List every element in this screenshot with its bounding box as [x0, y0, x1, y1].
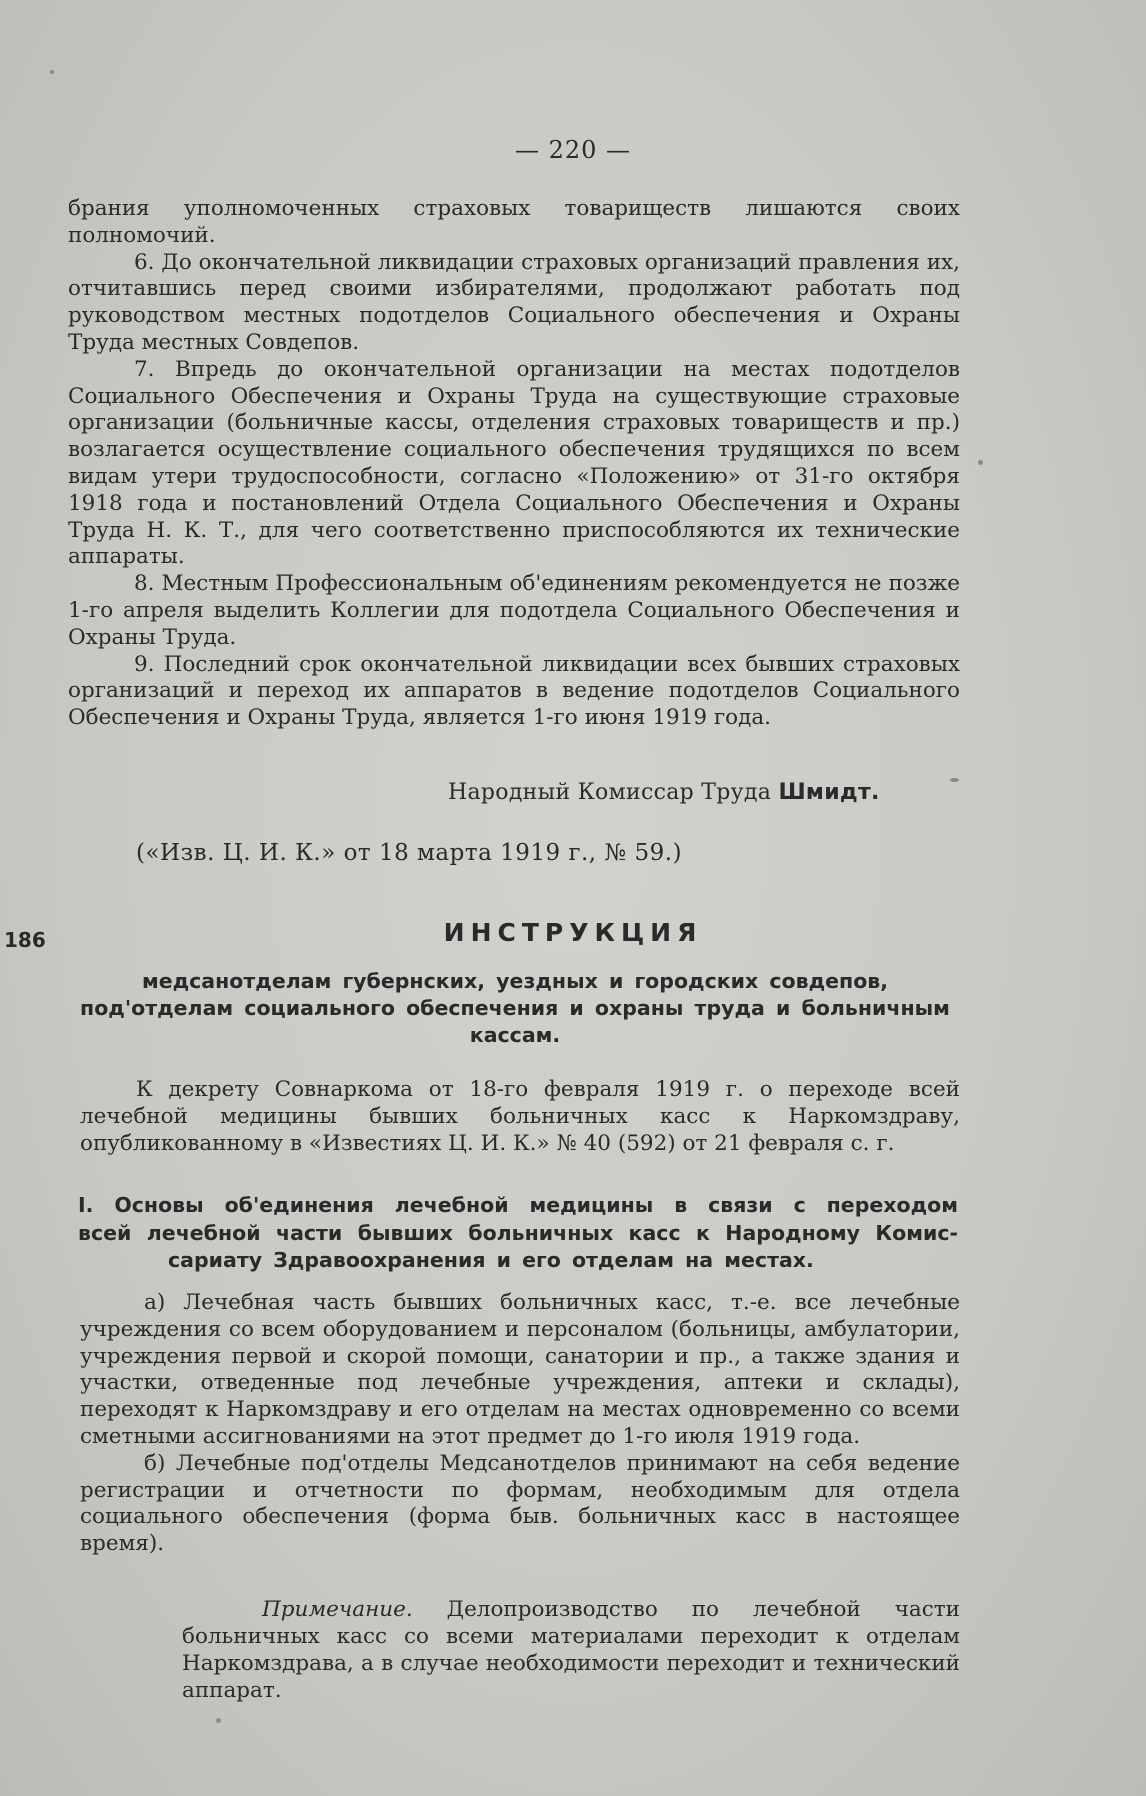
paper-speck	[950, 778, 959, 782]
paper-speck	[50, 70, 54, 74]
section-1-title-line-1: I. Основы об'единения лечебной медицины в связи с переходом	[78, 1193, 958, 1217]
signature-name: Шмидт.	[778, 780, 880, 805]
signature-title: Народный Комиссар Труда	[448, 780, 772, 805]
paragraph-9: 9. Последний срок окончательной ликвидации всех бывших страховых организаций и переход их аппаратов в ведение подотделов Социального Обеспечения и Охраны Труда, является 1-го июня 1919 года.	[68, 651, 960, 731]
paper-speck	[978, 460, 983, 465]
note-label: Примечание.	[262, 1597, 413, 1622]
instruction-subheading: медсанотделам губернских, уездных и городских совдепов, под'отделам социального обеспечения и охраны труда и больничным кассам.	[80, 969, 950, 1047]
instruction-intro: К декрету Совнаркома от 18-го февраля 1919 г. о переходе всей лечебной медицины бывших больничных касс к Наркомздраву, опубликованному в «Известиях Ц. И. К.» № 40 (592) от 21 февраля с. г.	[80, 1077, 960, 1156]
paper-speck	[216, 1718, 221, 1723]
source-citation: («Изв. Ц. И. К.» от 18 марта 1919 г., № 59.)	[136, 840, 683, 866]
paragraph-7: 7. Впредь до окончательной организации на местах подотделов Социального Обеспечения и Охраны Труда на существующие страховые организации (больничные кассы, отделения страховых товариществ и пр.) возлагается осуществление социального обеспечения трудящихся по всем видам утери трудоспособности, согласно «Положению» от 31-го октября 1918 года и постановлений Отдела Социального Обеспечения и Охраны Труда Н. К. Т., для чего соответственно приспособляются их технические аппараты.	[68, 356, 960, 570]
section-1-title	[78, 1192, 958, 1275]
paragraph-8: 8. Местным Профессиональным об'единениям рекомендуется не позже 1-го апреля выделить Коллегии для подотдела Социального Обеспечения и Охраны Труда.	[68, 571, 960, 650]
signature	[448, 780, 968, 805]
paragraph-6: 6. До окончательной ликвидации страховых организаций правления их, отчитавшись перед своими избирателями, продолжают работать под руководством местных подотделов Социального обеспечения и Охраны Труда местных Совдепов.	[68, 249, 960, 355]
instruction-heading: ИНСТРУКЦИЯ	[443, 918, 703, 947]
paragraph-b: б) Лечебные под'отделы Медсанотделов принимают на себя ведение регистрации и отчетности по формам, необходимым для отдела социального обеспечения (форма быв. больничных касс в настоящее время).	[80, 1450, 960, 1557]
page-number: — 220 —	[514, 136, 632, 164]
note-text: Делопроизводство по лечебной части больничных касс со всеми материалами переходит к отделам Наркомздрава, а в случае необходимости переходит и технический аппарат.	[182, 1597, 960, 1703]
margin-document-number: 186	[4, 928, 46, 952]
paragraph-a: а) Лечебная часть бывших больничных касс, т.-е. все лечебные учреждения со всем оборудованием и персоналом (больницы, амбулатории, учреждения первой и скорой помощи, санатории и пр., а также здания и участки, отведенные под лечебные учреждения, аптеки и склады), переходят к Наркомздраву и его отделам на местах одновременно со всеми сметными ассигнованиями на этот предмет до 1-го июля 1919 года.	[80, 1290, 960, 1449]
note	[182, 1596, 960, 1704]
section-1-title-line-2: всей лечебной части бывших больничных касс к Народному Комис-	[78, 1220, 958, 1245]
section-1-title-line-3: сариату Здравоохранения и его отделам на местах.	[168, 1248, 814, 1272]
paragraph-5-end: брания уполномоченных страховых товариществ лишаются своих полномочий.	[68, 196, 960, 248]
section-1-body	[80, 1290, 960, 1558]
decree-continuation	[68, 196, 960, 732]
